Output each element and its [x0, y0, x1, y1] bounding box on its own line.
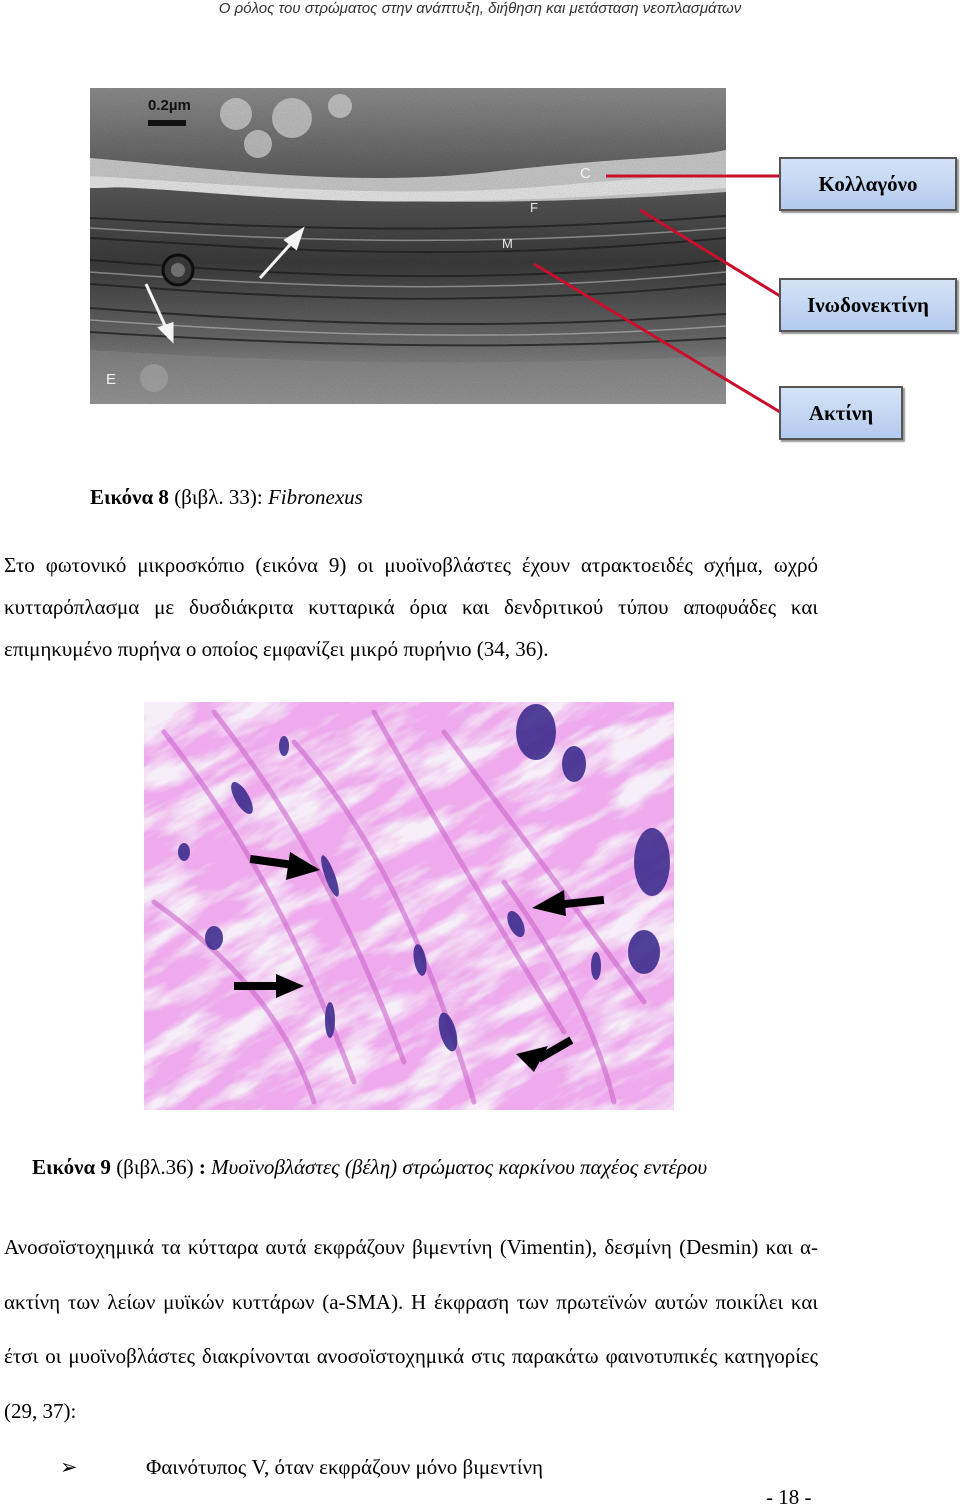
- figure9-caption-title: Μυοϊνοβλάστες (βέλη) στρώματος καρκίνου παχέος εντέρου: [211, 1155, 708, 1179]
- figure8-caption-title: Fibronexus: [267, 485, 363, 509]
- marker-e: E: [106, 371, 117, 388]
- histology-image-svg: [144, 702, 674, 1110]
- figure9-caption: [32, 1154, 707, 1180]
- callout-collagen: Κολλαγόνο: [779, 157, 957, 211]
- scale-bar-label: 0.2µm: [148, 97, 191, 114]
- figure9-caption-source: (βιβλ.36): [110, 1155, 199, 1179]
- figure8-caption-source: (βιβλ. 33):: [168, 485, 268, 509]
- page-number: - 18 -: [766, 1485, 812, 1509]
- figure8-caption: [90, 484, 363, 510]
- paragraph-immunohistochemistry: Ανοσοϊστοχημικά τα κύτταρα αυτά εκφράζουν βιμεντίνη (Vimentin), δεσμίνη (Desmin) και α-ακτίνη των λείων μυϊκών κυττάρων (a-SMA). Η έκφραση των πρωτεϊνών αυτών ποικίλει και έτσι οι μυοϊνοβλάστες διακρίνονται ανοσοϊστοχημικά στις παρακάτω φαινοτυπικές κατηγορίες (29, 37):: [4, 1235, 818, 1423]
- bullet-arrow-icon: ➢: [60, 1455, 78, 1479]
- bullet-item: [60, 1452, 543, 1482]
- callout-actin: Ακτίνη: [779, 386, 903, 440]
- callout-line-actin: [534, 264, 780, 412]
- bullet-text: Φαινότυπος V, όταν εκφράζουν μόνο βιμεντίνη: [146, 1455, 544, 1479]
- marker-c: C: [580, 165, 591, 182]
- paragraph-light-microscopy: Στο φωτονικό μικροσκόπιο (εικόνα 9) οι μυοϊνοβλάστες έχουν ατρακτοειδές σχήμα, ωχρό κυτταρόπλασμα με δυσδιάκριτα κυτταρικά όρια και δενδριτικού τύπου αποφυάδες και επιμηκυμένο πυρήνα ο οποίος εμφανίζει μικρό πυρήνιο (34, 36).: [4, 553, 818, 661]
- running-header: Ο ρόλος του στρώματος στην ανάπτυξη, διήθηση και μετάσταση νεοπλασμάτων: [218, 0, 742, 17]
- figure8-caption-prefix: Εικόνα 8: [90, 485, 169, 509]
- callout-line-fibronectin: [640, 210, 780, 296]
- marker-m: M: [502, 236, 513, 251]
- figure9-caption-prefix: Εικόνα 9: [32, 1155, 111, 1179]
- marker-f: F: [530, 200, 538, 215]
- callout-fibronectin: Ινωδονεκτίνη: [779, 278, 957, 332]
- histology-image: [144, 702, 674, 1110]
- figure9-caption-colon: :: [198, 1155, 212, 1179]
